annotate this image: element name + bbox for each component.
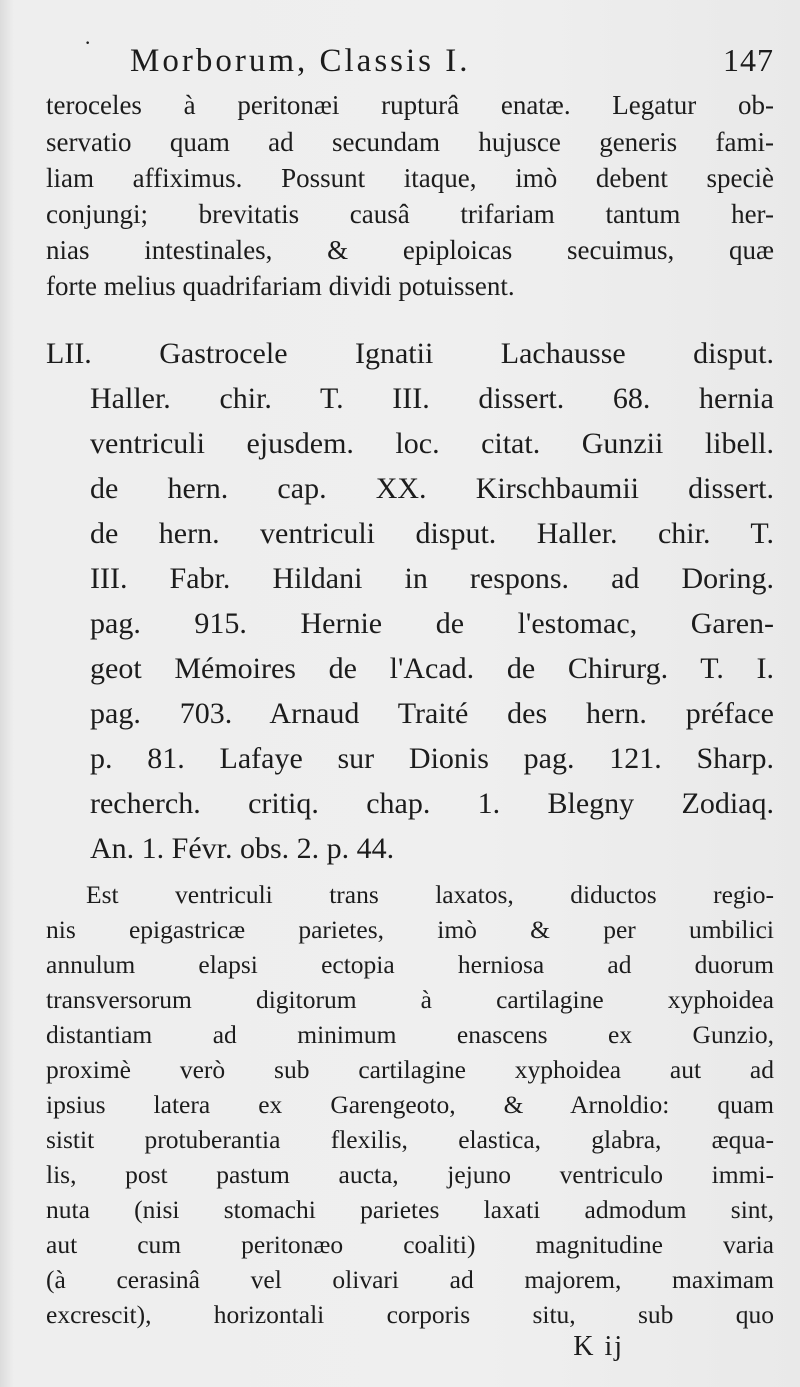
text-line: p. 81. Lafaye sur Dionis pag. 121. Sharp. (90, 742, 774, 775)
text-line: III. Fabr. Hildani in respons. ad Doring. (90, 562, 774, 595)
text-line: transversorum digitorum à cartilagine xyphoidea (46, 985, 774, 1014)
text-line: liam affiximus. Possunt itaque, imò debent speciè (46, 163, 774, 193)
text-line: distantiam ad minimum enascens ex Gunzio, (46, 1020, 774, 1049)
text-line: de hern. cap. XX. Kirschbaumii dissert. (90, 472, 774, 505)
text-line: lis, post pastum aucta, jejuno ventriculo immi- (46, 1160, 774, 1189)
text-line: de hern. ventriculi disput. Haller. chir. T. (90, 517, 774, 550)
text-line: geot Mémoires de l'Acad. de Chirurg. T. I. (90, 652, 774, 685)
text-line: nis epigastricæ parietes, imò & per umbilici (46, 915, 774, 944)
text-line: pag. 915. Hernie de l'estomac, Garen- (90, 607, 774, 640)
text-line: Haller. chir. T. III. dissert. 68. hernia (90, 382, 774, 415)
text-line: nuta (nisi stomachi parietes laxati admodum sint, (46, 1195, 774, 1224)
ink-mark: · (84, 30, 92, 55)
text-line: aut cum peritonæo coaliti) magnitudine varia (46, 1230, 774, 1259)
text-line: pag. 703. Arnaud Traité des hern. préface (90, 697, 774, 730)
text-line: proximè verò sub cartilagine xyphoidea aut ad (46, 1055, 774, 1084)
text-line: (à cerasinâ vel olivari ad majorem, maximam (46, 1265, 774, 1294)
text-line: Est ventriculi trans laxatos, diductos regio- (86, 880, 774, 909)
text-line: conjungi; brevitatis causâ trifariam tantum her- (46, 199, 774, 229)
text-line: ipsius latera ex Garengeoto, & Arnoldio: quam (46, 1090, 774, 1119)
text-line: excrescit), horizontali corporis situ, sub quo (46, 1300, 774, 1329)
page-number: 147 (723, 42, 774, 78)
running-header (130, 42, 774, 80)
text-line: ventriculi ejusdem. loc. citat. Gunzii libell. (90, 427, 774, 460)
signature-mark: K ij (573, 1331, 624, 1362)
text-line: An. 1. Févr. obs. 2. p. 44. (90, 832, 395, 865)
text-line: LII. Gastrocele Ignatii Lachausse disput. (46, 337, 774, 370)
text-line: annulum elapsi ectopia herniosa ad duorum (46, 950, 774, 979)
text-line: servatio quam ad secundam hujusce generis fami- (46, 127, 774, 157)
running-title: Morborum, Classis I. (130, 43, 471, 79)
text-line: teroceles à peritonæi rupturâ enatæ. Legatur ob- (46, 90, 774, 120)
text-line: recherch. critiq. chap. 1. Blegny Zodiaq. (90, 787, 774, 820)
text-line: sistit protuberantia flexilis, elastica, glabra, æqua- (46, 1125, 774, 1154)
text-line: forte melius quadrifariam dividi potuissent. (46, 271, 515, 301)
text-line: nias intestinales, & epiploicas secuimus, quæ (46, 235, 774, 265)
